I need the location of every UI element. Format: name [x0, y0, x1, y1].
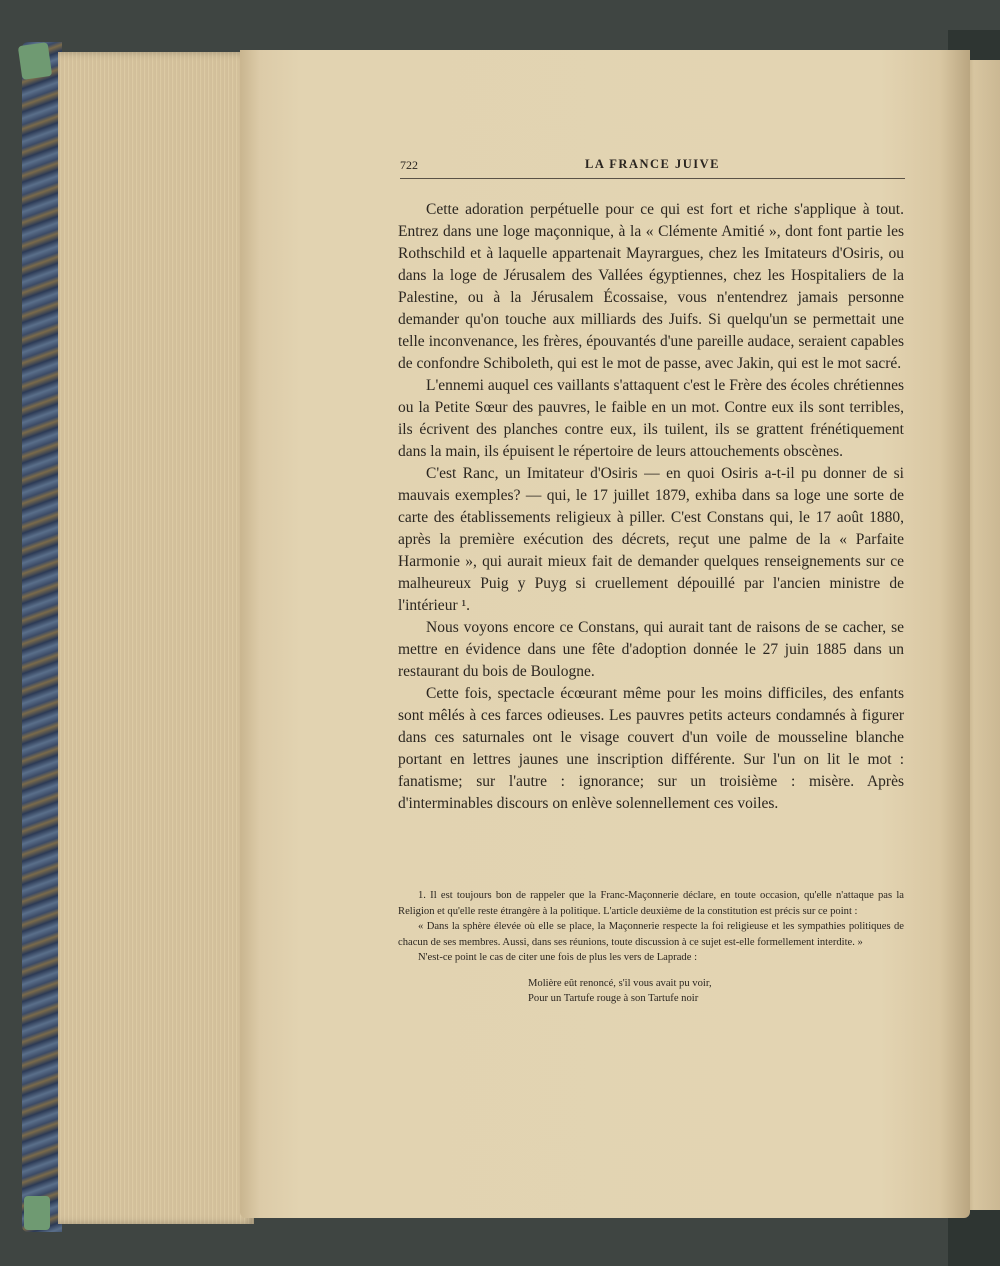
cover-corner-top [18, 42, 52, 80]
body-text [398, 199, 904, 815]
running-title: LA FRANCE JUIVE [584, 157, 720, 171]
verse-line: Pour un Tartufe rouge à son Tartufe noir [528, 993, 699, 1004]
paragraph: Cette adoration perpétuelle pour ce qui est fort et riche s'applique à tout. Entrez dans une loge maçonnique, à la « Clémente Amitié », dont font partie les Rothschild et à laquelle appartenait Mayrargues, chez les Imitateurs d'Osiris, ou dans la loge de Jérusalem des Vallées égyptiennes, chez les Hospitaliers de la Palestine, ou à la Jérusalem Écossaise, vous n'entendrez jamais personne demander qu'on touche aux milliards des Juifs. Si quelqu'un se permettait une telle inconvenance, les frères, épouvantés d'une pareille audace, seraient capables de confondre Schiboleth, qui est le mot de passe, avec Jakin, qui est le mot sacré. [398, 201, 904, 372]
paragraph: Nous voyons encore ce Constans, qui aurait tant de raisons de se cacher, se mettre en évidence dans une fête d'adoption donnée le 27 juin 1885 dans un restaurant du bois de Boulogne. [398, 619, 904, 680]
footnotes [398, 888, 904, 1007]
running-head [400, 156, 905, 179]
verse-line: Molière eût renoncé, s'il vous avait pu voir, [528, 977, 712, 989]
footnote-paragraph: 1. Il est toujours bon de rappeler que la Franc-Maçonnerie déclare, en toute occasion, qu'elle n'attaque pas la Religion et qu'elle reste étrangère à la politique. L'article deuxième de la constitution est précis sur ce point : [398, 890, 904, 917]
paragraph: Cette fois, spectacle écœurant même pour les moins difficiles, des enfants sont mêlés à ces farces odieuses. Les pauvres petits acteurs condamnés à figurer dans ces saturnales ont le visage couvert d'un voile de mousseline blanche portant en lettres jaunes une inscription différente. Sur l'un on lit le mot : fanatisme; sur l'autre : ignorance; sur un troisième : misère. Après d'interminables discours on enlève solennellement ces voiles. [398, 685, 904, 812]
marbled-cover-edge [22, 42, 62, 1232]
page-block-edges [58, 52, 254, 1224]
footnote-paragraph: « Dans la sphère élevée où elle se place, la Maçonnerie respecte la foi religieuse et les sympathies politiques de chacun de ses membres. Aussi, dans ses réunions, toute discussion à ce sujet est-elle formellement interdite. » [398, 921, 904, 948]
paragraph: C'est Ranc, un Imitateur d'Osiris — en quoi Osiris a-t-il pu donner de si mauvais exemples? — qui, le 17 juillet 1879, exhiba dans sa loge une sorte de carte des établissements religieux à piller. C'est Constans qui, le 17 août 1880, après la première exécution des décrets, reçut une palme de la « Parfaite Harmonie », qui aurait mieux fait de demander quelques renseignements sur ce malheureux Puig y Puyg si cruellement dépouillé par l'ancien ministre de l'intérieur ¹. [398, 465, 904, 614]
page-number: 722 [400, 158, 418, 172]
cover-corner-bottom [24, 1196, 50, 1230]
paragraph: L'ennemi auquel ces vaillants s'attaquent c'est le Frère des écoles chrétiennes ou la Petite Sœur des pauvres, le faible en un mot. Contre eux ils sont terribles, ils écrivent des planches contre eux, ils tuilent, ils se grattent frénétiquement dans la main, ils épuisent le répertoire de leurs attouchements obscènes. [398, 377, 904, 460]
verse-quote [398, 976, 904, 1007]
footnote-paragraph: N'est-ce point le cas de citer une fois de plus les vers de Laprade : [418, 952, 698, 963]
